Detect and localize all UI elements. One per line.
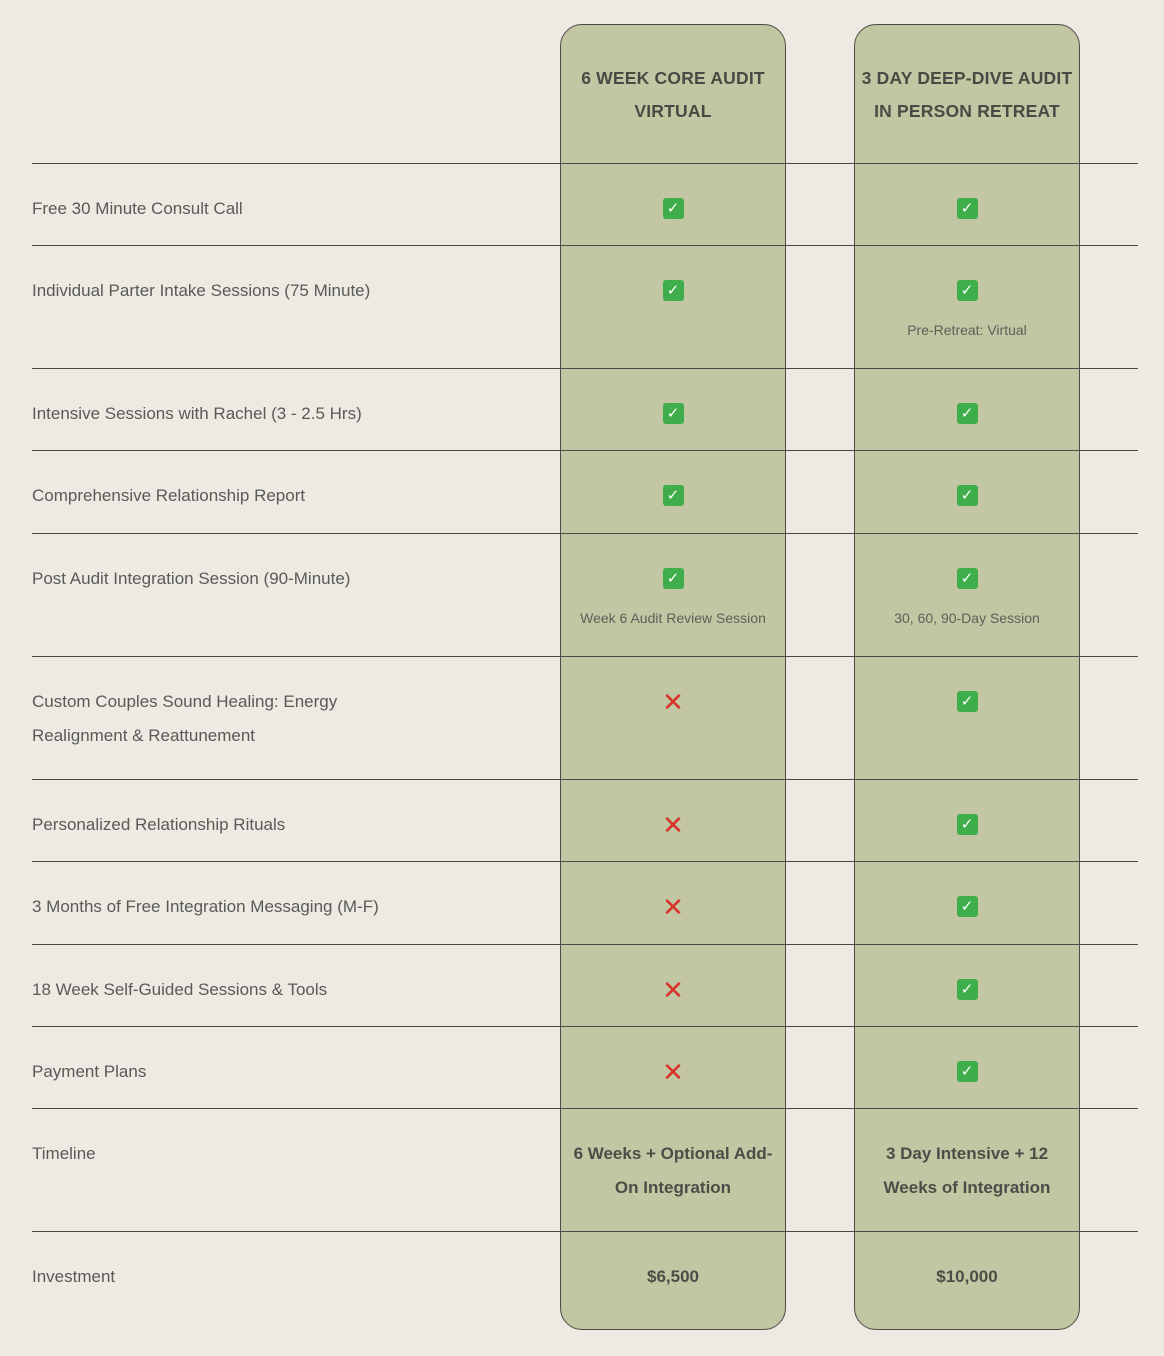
check-mark-button-icon: ✓ (957, 1061, 978, 1082)
table-row (32, 450, 1138, 533)
table-row (32, 533, 1138, 656)
cell-core-audit (560, 397, 786, 424)
row-label: Payment Plans (32, 1062, 147, 1081)
cross-mark-icon: ✕ (662, 687, 684, 717)
check-mark-button-icon: ✓ (957, 691, 978, 712)
table-row (32, 861, 1138, 944)
cross-mark-icon: ✕ (662, 1057, 684, 1087)
table-row (32, 779, 1138, 861)
table-row (32, 656, 1138, 779)
cell-deep-dive (854, 808, 1080, 835)
row-label: Post Audit Integration Session (90-Minute) (32, 569, 351, 588)
check-mark-button-icon: ✓ (663, 280, 684, 301)
cell-core-audit (560, 1260, 786, 1294)
cell-deep-dive (854, 1137, 1080, 1205)
check-mark-button-icon: ✓ (957, 979, 978, 1000)
check-mark-button-icon: ✓ (957, 198, 978, 219)
column-header-deep-dive (854, 24, 1080, 163)
table-row (32, 1108, 1138, 1231)
cross-mark-icon: ✕ (662, 975, 684, 1005)
cell-deep-dive (854, 973, 1080, 1000)
cell-core-audit (560, 562, 786, 627)
check-mark-button-icon: ✓ (957, 568, 978, 589)
table-row (32, 1231, 1138, 1330)
cell-core-audit (560, 890, 786, 924)
cell-core-audit (560, 479, 786, 506)
cell-deep-dive (854, 1055, 1080, 1082)
check-mark-button-icon: ✓ (957, 896, 978, 917)
cell-core-audit (560, 274, 786, 301)
check-mark-button-icon: ✓ (663, 198, 684, 219)
check-mark-button-icon: ✓ (957, 485, 978, 506)
table-row (32, 368, 1138, 450)
row-label: Investment (32, 1267, 116, 1286)
column-title: 3 DAY DEEP-DIVE AUDIT IN PERSON RETREAT (861, 67, 1073, 121)
cell-core-audit (560, 1137, 786, 1205)
cell-core-audit (560, 1055, 786, 1089)
cell-deep-dive (854, 479, 1080, 506)
check-mark-button-icon: ✓ (663, 403, 684, 424)
row-label: Personalized Relationship Rituals (32, 815, 286, 834)
cell-core-audit (560, 192, 786, 219)
check-mark-button-icon: ✓ (957, 403, 978, 424)
row-label: 3 Months of Free Integration Messaging (M-F) (32, 897, 379, 916)
row-label: Custom Couples Sound Healing: Energy Realignment & Reattunement (32, 692, 338, 745)
cell-deep-dive (854, 890, 1080, 917)
table-row (32, 163, 1138, 245)
table-row (32, 1026, 1138, 1108)
price-value: $6,500 (647, 1267, 699, 1286)
column-title: 6 WEEK CORE AUDIT VIRTUAL (581, 67, 765, 121)
cell-note: 30, 60, 90-Day Session (894, 610, 1040, 626)
cell-deep-dive (854, 274, 1080, 339)
row-label: Individual Parter Intake Sessions (75 Minute) (32, 281, 371, 300)
timeline-value: 6 Weeks + Optional Add-On Integration (573, 1144, 773, 1197)
cross-mark-icon: ✕ (662, 892, 684, 922)
price-value: $10,000 (936, 1267, 998, 1286)
check-mark-button-icon: ✓ (957, 814, 978, 835)
cell-core-audit (560, 685, 786, 719)
check-mark-button-icon: ✓ (663, 568, 684, 589)
row-label: Intensive Sessions with Rachel (3 - 2.5 Hrs) (32, 404, 362, 423)
cross-mark-icon: ✕ (662, 810, 684, 840)
cell-deep-dive (854, 562, 1080, 627)
table-row (32, 245, 1138, 368)
cell-deep-dive (854, 397, 1080, 424)
cell-note: Week 6 Audit Review Session (580, 610, 766, 626)
cell-note: Pre-Retreat: Virtual (907, 322, 1027, 338)
check-mark-button-icon: ✓ (663, 485, 684, 506)
cell-deep-dive (854, 192, 1080, 219)
cell-deep-dive (854, 685, 1080, 712)
timeline-value: 3 Day Intensive + 12 Weeks of Integration (883, 1144, 1051, 1197)
row-label: Free 30 Minute Consult Call (32, 199, 243, 218)
row-label: Comprehensive Relationship Report (32, 486, 306, 505)
check-mark-button-icon: ✓ (957, 280, 978, 301)
table-row (32, 944, 1138, 1026)
cell-deep-dive (854, 1260, 1080, 1294)
column-header-core-audit (560, 24, 786, 163)
row-label: 18 Week Self-Guided Sessions & Tools (32, 980, 328, 999)
cell-core-audit (560, 808, 786, 842)
row-label: Timeline (32, 1144, 96, 1163)
cell-core-audit (560, 973, 786, 1007)
